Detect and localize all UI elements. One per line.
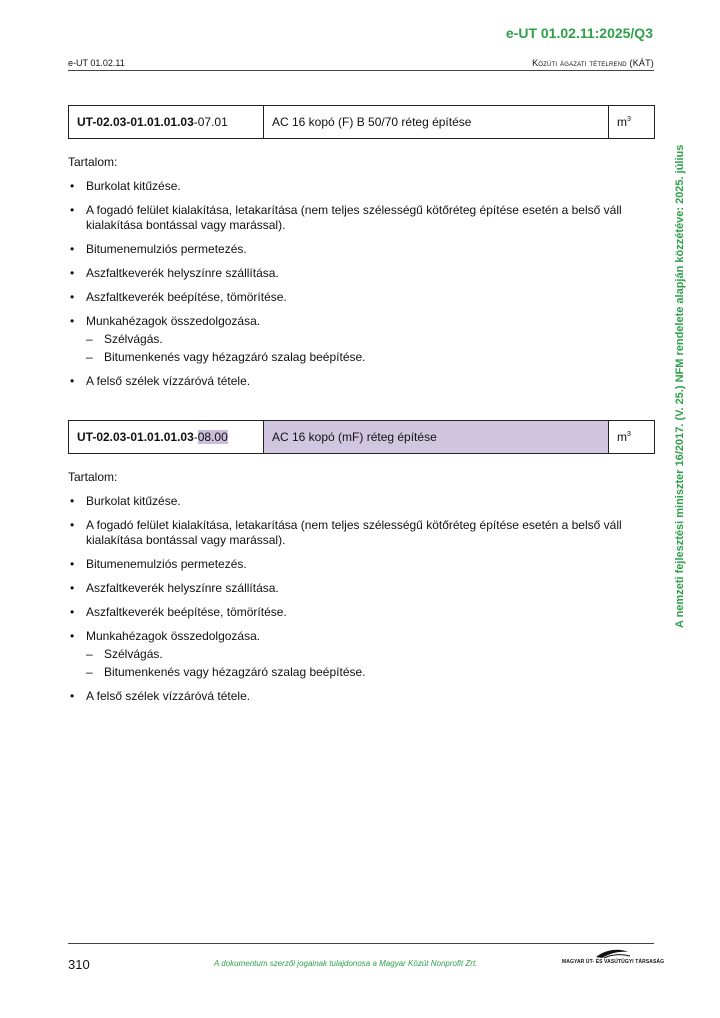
list-item: • Aszfaltkeverék helyszínre szállítása. (68, 581, 628, 596)
logo-text: MAGYAR ÚT- ÉS VASÚTÜGYI TÁRSASÁG (562, 959, 665, 965)
list-item: • Bitumenemulziós permetezés. (68, 557, 628, 572)
unit-exponent: 3 (627, 116, 631, 123)
item-code-suffix-highlighted: 08.00 (197, 430, 228, 444)
list-item-text: Munkahézagok összedolgozása. (86, 314, 261, 328)
item-content-2 (68, 470, 628, 713)
list-item: • Aszfaltkeverék beépítése, tömörítése. (68, 290, 628, 305)
list-item: • A fogadó felület kialakítása, letakarítása (nem teljes szélességű kötőréteg építése esetén a belső váll kialakítása bontással vagy marással). (68, 518, 628, 548)
page-number: 310 (68, 957, 90, 972)
sub-list-item: – Szélvágás. (86, 332, 628, 347)
unit-exponent: 3 (627, 431, 631, 438)
content-title: Tartalom: (68, 155, 118, 169)
unit-base: m (617, 430, 627, 444)
header-left: e-UT 01.02.11 (68, 58, 125, 68)
item-description: AC 16 kopó (mF) réteg építése (264, 421, 609, 454)
sub-list-item: – Bitumenkenés vagy hézagzáró szalag beépítése. (86, 350, 628, 365)
list-item: • Burkolat kitűzése. (68, 179, 628, 194)
item-table-1 (68, 105, 655, 139)
item-code-suffix: -07.01 (193, 115, 228, 129)
item-code-main: UT-02.03-01.01.01.03 (77, 430, 194, 444)
document-code: e-UT 01.02.11:2025/Q3 (505, 25, 653, 41)
side-note: A nemzeti fejlesztési miniszter 16/2017. (V. 25.) NFM rendelete alapján közzétéve: 2025. július (674, 144, 686, 628)
list-item: • A fogadó felület kialakítása, letakarítása (nem teljes szélességű kötőréteg építése esetén a belső váll kialakítása bontással vagy marással). (68, 203, 628, 233)
list-item: • Bitumenemulziós permetezés. (68, 242, 628, 257)
content-title: Tartalom: (68, 470, 118, 484)
item-code (69, 106, 264, 139)
list-item: • Burkolat kitűzése. (68, 494, 628, 509)
list-item: • A felső szélek vízzáróvá tétele. (68, 689, 628, 704)
item-code-main: UT-02.03-01.01.01.03 (77, 115, 194, 129)
sub-list-item: – Szélvágás. (86, 647, 628, 662)
list-item: • Aszfaltkeverék helyszínre szállítása. (68, 266, 628, 281)
list-item: • Aszfaltkeverék beépítése, tömörítése. (68, 605, 628, 620)
item-content-1 (68, 155, 628, 398)
society-logo-icon (560, 946, 656, 970)
item-description: AC 16 kopó (F) B 50/70 réteg építése (264, 106, 609, 139)
item-code-sep: - (193, 430, 198, 444)
content-list (68, 179, 628, 389)
sub-list (86, 332, 628, 365)
list-item-text: Munkahézagok összedolgozása. (86, 629, 261, 643)
list-item (68, 629, 628, 680)
content-list (68, 494, 628, 704)
item-code (69, 421, 264, 454)
list-item: • A felső szélek vízzáróvá tétele. (68, 374, 628, 389)
item-table-2 (68, 420, 655, 454)
footer-divider (68, 943, 654, 944)
copyright-notice: A dokumentum szerzői jogainak tulajdonosa a Magyar Közút Nonprofit Zrt. (214, 959, 478, 968)
unit-base: m (617, 115, 627, 129)
item-unit (609, 421, 655, 454)
header-right: Közúti ágazati tételrend (KÁT) (532, 58, 654, 68)
item-unit (609, 106, 655, 139)
sub-list-item: – Bitumenkenés vagy hézagzáró szalag beépítése. (86, 665, 628, 680)
sub-list (86, 647, 628, 680)
page-header (68, 58, 654, 71)
list-item (68, 314, 628, 365)
